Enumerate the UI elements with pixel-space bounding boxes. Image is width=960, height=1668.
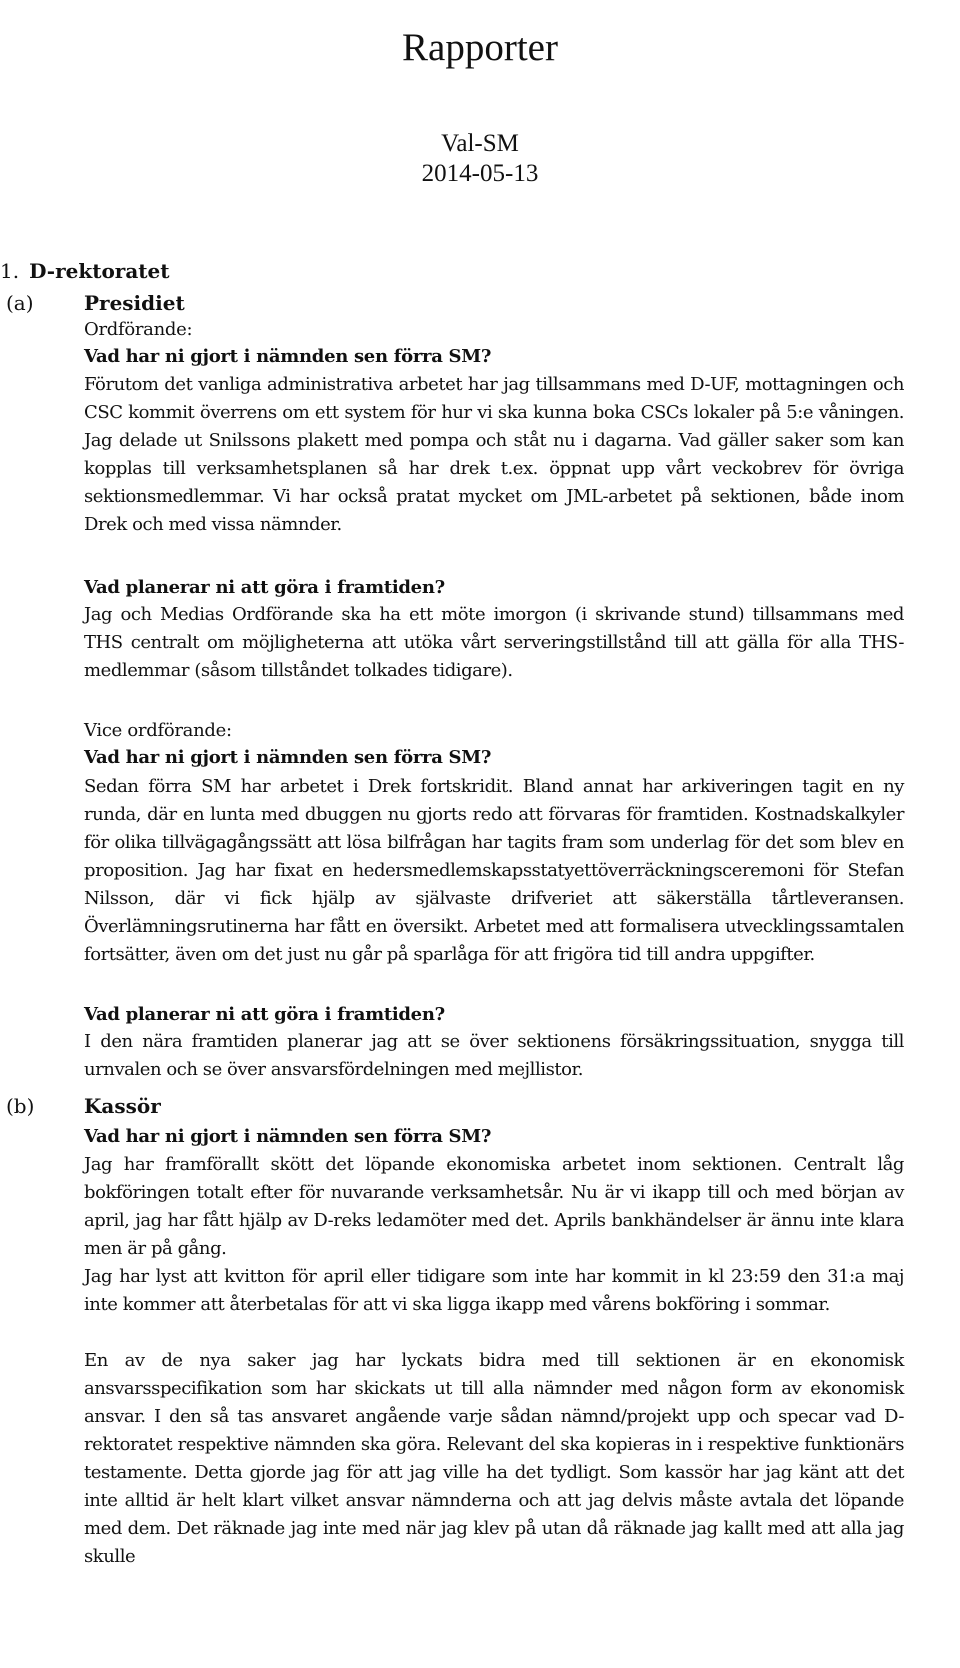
kassor-paragraph-1: Jag har framförallt skött det löpande ekonomiska arbetet inom sektionen. Centralt låg bokföringen totalt efter för nuvarande verksamhetsår. Nu är vi ikapp till och med början av april, jag har fått hjälp av D-reks ledamöter med det. Aprils bankhändelser är ännu inte klara men är på gång. [84, 1154, 904, 1259]
subsection-heading-presidiet: Presidiet [84, 291, 185, 315]
question-done: Vad har ni gjort i nämnden sen förra SM? [84, 346, 492, 367]
document-date: 2014-05-13 [421, 160, 539, 187]
subsection-heading-kassor: Kassör [84, 1094, 161, 1118]
question-done: Vad har ni gjort i nämnden sen förra SM? [84, 1126, 492, 1147]
question-future: Vad planerar ni att göra i framtiden? [84, 577, 445, 598]
document-title: Rapporter [402, 26, 558, 70]
question-future: Vad planerar ni att göra i framtiden? [84, 1004, 445, 1025]
section-number: 1. [0, 259, 20, 283]
answer-vice-future: I den nära framtiden planerar jag att se över sektionens försäkringssituation, snygga till urnvalen och se över ansvarsfördelningen med mejllistor. [84, 1031, 904, 1080]
section-heading [0, 258, 170, 284]
answer-ordforande-future: Jag och Medias Ordförande ska ha ett möte imorgon (i skrivande stund) tillsammans med THS centralt om möjligheterna att utöka vårt serveringstillstånd till att gälla för alla THS-medlemmar (såsom tillståndet tolkades tidigare). [84, 604, 904, 681]
role-vice-ordforande: Vice ordförande: [84, 720, 232, 741]
answer-ordforande-done: Förutom det vanliga administrativa arbetet har jag tillsammans med D-UF, mottagningen och CSC kommit överrens om ett system för hur vi ska kunna boka CSCs lokaler på 5:e våningen. Jag delade ut Snilssons plakett med pompa och ståt nu i dagarna. Vad gäller saker som kan kopplas till verksamhetsplanen så har drek t.ex. öppnat upp vårt veckobrev för övriga sektionsmedlemmar. Vi har också pratat mycket om JML-arbetet på sektionen, både inom Drek och med vissa nämnder. [84, 374, 904, 535]
kassor-paragraph-2: Jag har lyst att kvitton för april eller tidigare som inte har kommit in kl 23:59 den 31:a maj inte kommer att återbetalas för att vi ska ligga ikapp med vårens bokföring i sommar. [84, 1266, 904, 1315]
subsection-label-a: (a) [6, 291, 34, 315]
section-title: D-rektoratet [29, 259, 170, 283]
subsection-label-b: (b) [6, 1094, 35, 1118]
kassor-paragraph-3: En av de nya saker jag har lyckats bidra med till sektionen är en ekonomisk ansvarsspecifikation som har skickats ut till alla nämnder med någon form av ekonomisk ansvar. I den så tas ansvaret angående varje sådan nämnd/projekt upp och specar vad D-rektoratet respektive nämnden ska göra. Relevant del ska kopieras in i respektive funktionärs testamente. Detta gjorde jag för att jag ville ha det tydligt. Som kassör har jag känt att det inte alltid är helt klart vilket ansvar nämnderna och att jag delvis måste avtala det löpande med dem. Det räknade jag inte med när jag klev på utan då räknade jag kallt med att alla jag skulle [84, 1350, 904, 1567]
role-ordforande: Ordförande: [84, 319, 193, 340]
question-done: Vad har ni gjort i nämnden sen förra SM? [84, 747, 492, 768]
event-name: Val-SM [441, 130, 519, 157]
answer-vice-done: Sedan förra SM har arbetet i Drek fortskridit. Bland annat har arkiveringen tagit en ny runda, där en lunta med dbuggen nu gjorts redo att förvaras för framtiden. Kostnadskalkyler för olika tillvägagångssätt att lösa bilfrågan har tagits fram som underlag för det som blev en proposition. Jag har fixat en hedersmedlemskapsstatyettöverräckningsceremoni för Stefan Nilsson, där vi fick hjälp av självaste drifveriet att säkerställa tårtleveransen. Överlämningsrutinerna har fått en översikt. Arbetet med att formalisera utvecklingssamtalen fortsätter, även om det just nu går på sparlåga för att frigöra tid till andra uppgifter. [84, 776, 904, 965]
